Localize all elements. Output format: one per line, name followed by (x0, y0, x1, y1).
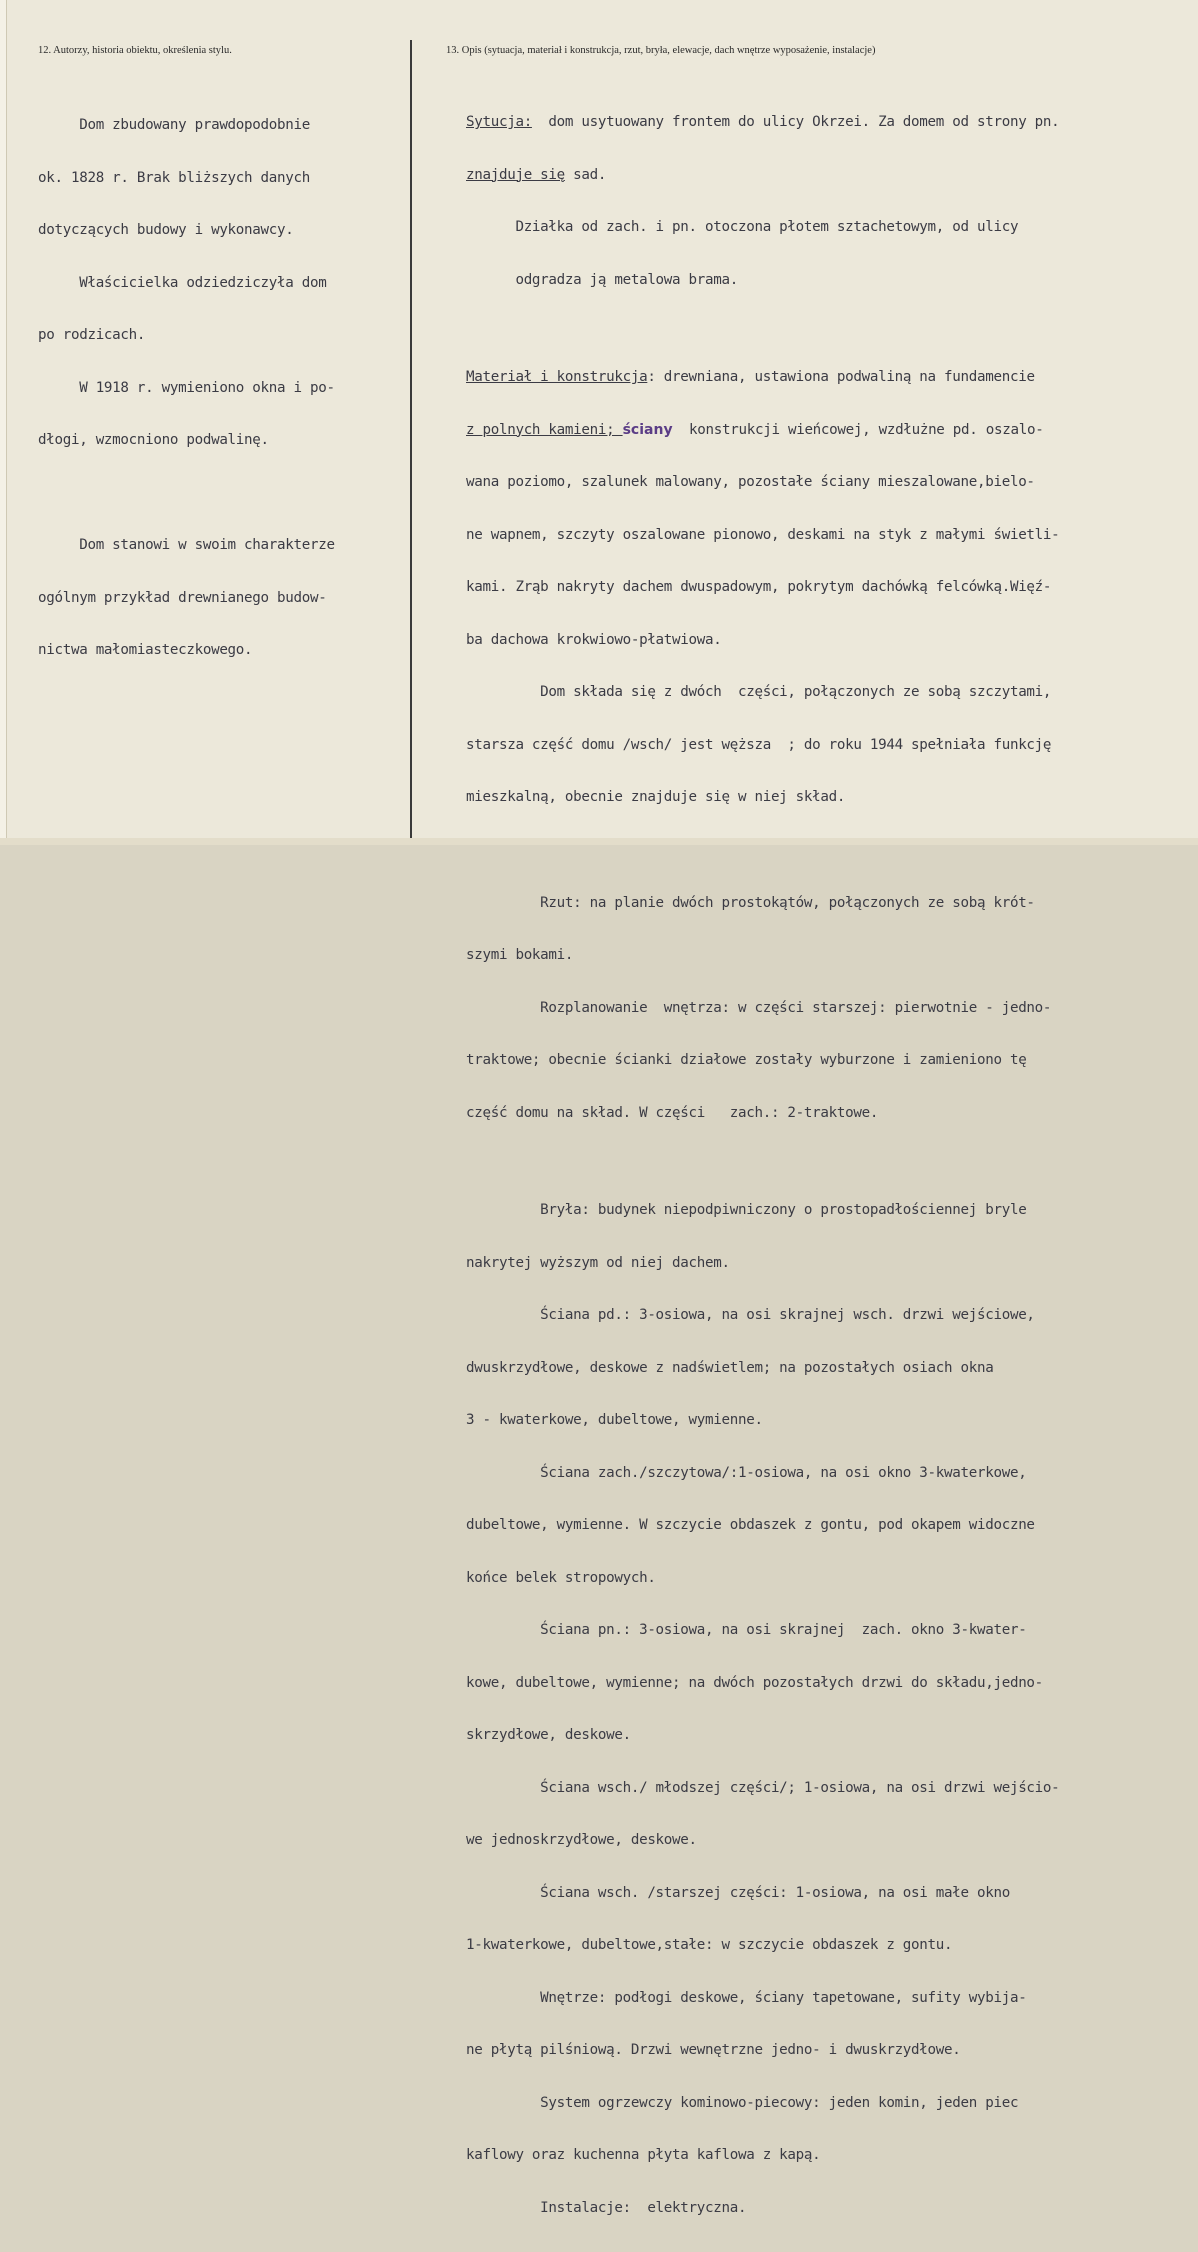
text-line: traktowe; obecnie ścianki działowe zostały wyburzone i zamieniono tę (466, 1052, 1027, 1068)
text-line: Ściana wsch./ młodszej części/; 1-osiowa, na osi drzwi wejścio- (466, 1779, 1060, 1796)
spacer (466, 324, 1059, 334)
text-line: Rozplanowanie wnętrza: w części starszej: pierwotnie - jedno- (466, 999, 1052, 1016)
text-line: nictwa małomiasteczkowego. (38, 642, 253, 658)
text-line: wana poziomo, szalunek malowany, pozostałe ściany mieszalowane,bielo- (466, 474, 1035, 490)
text-run: z polnych kamieni; (466, 421, 623, 438)
text-line: Rzut: na planie dwóch prostokątów, połączonych ze sobą krót- (466, 894, 1035, 911)
section-12-text (38, 82, 335, 695)
text-run: konstrukcji wieńcowej, wzdłużne pd. oszalo- (672, 421, 1044, 438)
text-line: kowe, dubeltowe, wymienne; na dwóch pozostałych drzwi do składu,jedno- (466, 1674, 1043, 1691)
text-line: kaflowy oraz kuchenna płyta kaflowa z kapą. (466, 2147, 821, 2163)
spacer (466, 1157, 1059, 1167)
text-line: dłogi, wzmocniono podwalinę. (38, 432, 269, 448)
text-line: ok. 1828 r. Brak bliższych danych (38, 169, 310, 186)
text-line: dubeltowe, wymienne. W szczycie obdaszek z gontu, pod okapem widoczne (466, 1517, 1035, 1533)
text-line (38, 485, 335, 503)
spacer (466, 842, 1059, 860)
text-line: Instalacje: elektryczna. (466, 2199, 747, 2216)
text-line: Dom składa się z dwóch części, połączonych ze sobą szczytami, (466, 684, 1052, 700)
text-line: Wnętrze: podłogi deskowe, ściany tapetowane, sufity wybija- (466, 1989, 1027, 2006)
text-line: we jednoskrzydłowe, deskowe. (466, 1832, 697, 1848)
column-divider (410, 40, 412, 838)
text-line: 3 - kwaterkowe, dubeltowe, wymienne. (466, 1412, 763, 1428)
text-line: skrzydłowe, deskowe. (466, 1727, 631, 1743)
text-line: Ściana pn.: 3-osiowa, na osi skrajnej zach. okno 3-kwater- (466, 1622, 1027, 1638)
text-line: mieszkalną, obecnie znajduje się w niej skład. (466, 789, 846, 805)
text-line: Działka od zach. i pn. otoczona płotem sztachetowym, od ulicy (466, 219, 1019, 235)
text-line: dotyczących budowy i wykonawcy. (38, 222, 294, 238)
text-line: W 1918 r. wymieniono okna i po- (38, 379, 335, 396)
text-line: starsza część domu /wsch/ jest węższa ; do roku 1944 spełniała funkcję (466, 736, 1052, 753)
text-line: ne płytą pilśniową. Drzwi wewnętrzne jedno- i dwuskrzydłowe. (466, 2042, 961, 2058)
text-line: Dom zbudowany prawdopodobnie (38, 117, 310, 133)
text-line: Ściana zach./szczytowa/:1-osiowa, na osi okno 3-kwaterkowe, (466, 1464, 1027, 1481)
text-line: Właścicielka odziedziczyła dom (38, 274, 327, 291)
text-line: ne wapnem, szczyty oszalowane pionowo, deskami na styk z małymi świetli- (466, 526, 1060, 543)
text-line: Bryła: budynek niepodpiwniczony o prostopadłościennej bryle (466, 1202, 1027, 1218)
text-line: dwuskrzydłowe, deskowe z nadświetlem; na pozostałych osiach okna (466, 1359, 994, 1376)
text-line: Dom stanowi w swoim charakterze (38, 537, 335, 553)
text-run: znajduje się (466, 166, 565, 183)
text-line: nakrytej wyższym od niej dachem. (466, 1254, 730, 1271)
material-label: Materiał i konstrukcja (466, 369, 648, 385)
text-line: 1-kwaterkowe, dubeltowe,stałe: w szczycie obdaszek z gontu. (466, 1937, 953, 1953)
material-line (466, 369, 1059, 387)
section-13-text (466, 79, 1059, 2252)
stamped-word: ściany (622, 421, 673, 438)
material-line (466, 422, 1059, 440)
paper-edge-left (0, 0, 7, 845)
sytuacja-label: Sytucja: (466, 114, 532, 130)
section-13-header: 13. Opis (sytuacja, materiał i konstrukcja, rzut, bryła, elewacje, dach wnętrze wyposażenie, instalacje) (446, 45, 876, 56)
text-line: Ściana wsch. /starszej części: 1-osiowa, na osi małe okno (466, 1884, 1010, 1901)
text-line: po rodzicach. (38, 327, 146, 343)
text-line: Ściana pd.: 3-osiowa, na osi skrajnej wsch. drzwi wejściowe, (466, 1307, 1035, 1323)
section-12-header: 12. Autorzy, historia obiektu, określenia stylu. (38, 45, 232, 56)
text-line: kami. Zrąb nakryty dachem dwuspadowym, pokrytym dachówką felcówką.Więź- (466, 579, 1052, 595)
sytuacja-line (466, 114, 1059, 132)
text-line: odgradza ją metalowa brama. (466, 271, 738, 288)
text-line: końce belek stropowych. (466, 1569, 656, 1586)
text-line: część domu na skład. W części zach.: 2-traktowe. (466, 1104, 879, 1121)
sytuacja-line (466, 167, 1059, 185)
text-line: System ogrzewczy kominowo-piecowy: jeden komin, jeden piec (466, 2094, 1019, 2111)
text-line: ogólnym przykład drewnianego budow- (38, 589, 327, 606)
text-run: : drewniana, ustawiona podwaliną na fundamencie (647, 369, 1035, 385)
text-line: ba dachowa krokwiowo-płatwiowa. (466, 631, 722, 648)
text-line: szymi bokami. (466, 947, 574, 963)
text-run: dom usytuowany frontem do ulicy Okrzei. Za domem od strony pn. (531, 114, 1060, 130)
text-run: sad. (564, 166, 607, 183)
